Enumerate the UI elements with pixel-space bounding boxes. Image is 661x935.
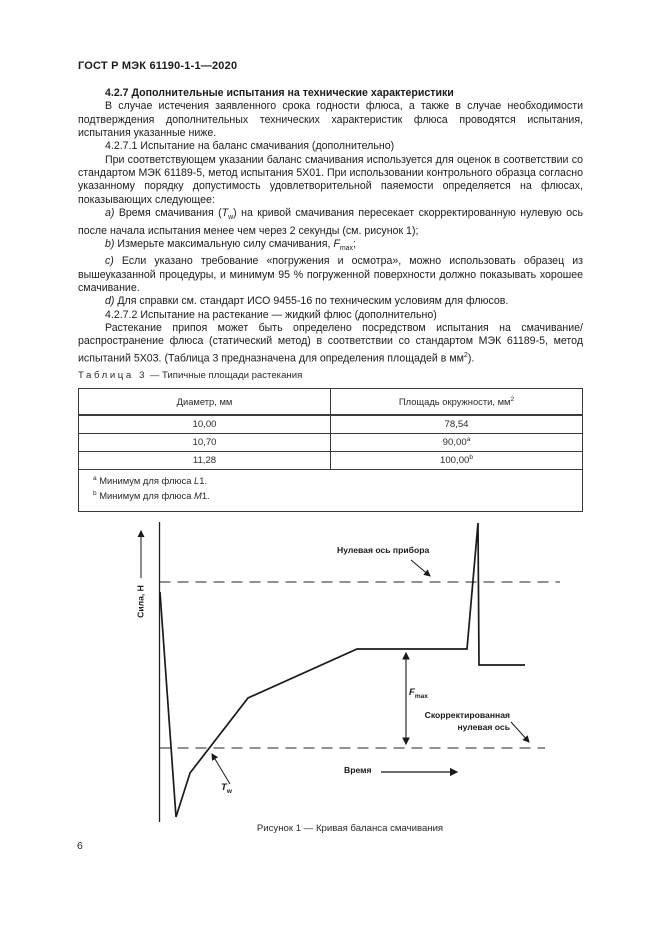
list-item-b: [78, 238, 583, 255]
superscript-2: 2: [463, 351, 468, 359]
table-row: [79, 452, 583, 470]
text-run: Минимум для флюса: [96, 475, 195, 487]
x-axis-label: Время: [344, 765, 372, 775]
cell-diameter: 10,00: [79, 415, 331, 434]
text-run: Если указано требование «погружения и осмотра», можно использовать образец из вышеуказанной процедуры, и минимум 95 % погруженной поверхности должно показывать хорошее смачивание.: [78, 255, 583, 295]
fmax-symbol: F: [409, 687, 415, 698]
text-run: ;: [353, 237, 357, 250]
flux-class-symbol: M: [194, 490, 202, 502]
footnote-a: [93, 473, 572, 488]
page-number: 6: [77, 840, 83, 852]
list-item-c: [78, 255, 583, 295]
heading-4-2-7: 4.2.7 Дополнительные испытания на технические характеристики: [105, 87, 454, 99]
flux-class-symbol: L: [194, 475, 200, 487]
list-item-d: [78, 295, 583, 308]
corrected-axis-pointer-arrow: [511, 722, 529, 742]
text-run: Для справки см. стандарт ИСО 9455-16 по техническим условиям для флюсов.: [117, 295, 509, 308]
fmax-subscript: max: [339, 245, 354, 252]
label-line: Скорректированная: [424, 710, 510, 720]
item-marker: d): [105, 295, 115, 308]
cell-value: 100,00: [440, 455, 470, 467]
cell-area: [331, 415, 583, 434]
corrected-zero-axis-label: [415, 710, 510, 733]
superscript-2: 2: [510, 395, 515, 403]
paragraph-wetting-balance: При соответствующем указании баланс смачивания используется для оценок в соответствии со стандартом МЭК 61189-5, метод испытания 5X01. При использовании контрольного образца согласно указанному порядку допустимость удовлетворительной паяемости определяется на флюсах, показывающих следующее:: [78, 153, 583, 206]
table-caption-label: Таблица 3: [78, 370, 148, 381]
footnote-b: [93, 488, 572, 503]
paragraph-solder-spread: [78, 322, 583, 366]
table-footnotes: [79, 470, 583, 512]
tw-symbol: T: [221, 782, 227, 793]
cell-area: [331, 452, 583, 470]
text-run: Измерьте максимальную силу смачивания,: [117, 237, 334, 250]
y-axis-label: Сила, Н: [135, 585, 146, 618]
text-run: ).: [467, 352, 475, 365]
footnote-ref: a: [466, 436, 471, 444]
label-line: нулевая ось: [457, 721, 510, 732]
spreading-area-table: [78, 388, 583, 512]
heading-4-2-7-1: 4.2.7.1 Испытание на баланс смачивания (дополнительно): [105, 140, 395, 153]
zero-axis-pointer-arrow: [411, 560, 430, 576]
cell-value: 90,00: [442, 437, 467, 449]
heading-4-2-7-2: 4.2.7.2 Испытание на растекание — жидкий флюс (дополнительно): [105, 308, 437, 321]
list-item-a: [78, 207, 583, 238]
table-caption-text: — Типичные площади растекания: [147, 370, 303, 381]
footnote-ref: b: [469, 454, 473, 462]
body-text: [78, 87, 583, 366]
fmax-symbol: F: [333, 237, 340, 250]
col-header-area: [331, 389, 583, 416]
figure-caption: Рисунок 1 — Кривая баланса смачивания: [256, 823, 444, 834]
text-run: 1.: [201, 490, 210, 502]
wetting-curve: [160, 523, 525, 817]
table-caption: [78, 370, 302, 381]
tw-symbol: T: [221, 207, 229, 220]
table-row: [79, 434, 583, 452]
text-run: ) на кривой смачивания пересекает скорректированную нулевую ось после начала испытания менее чем через 2 секунды (см. рисунок 1);: [78, 207, 583, 237]
item-marker: a): [105, 207, 115, 220]
text-run: Время смачивания (: [118, 207, 222, 220]
footnote-marker: b: [93, 489, 97, 497]
table-header-row: [79, 389, 583, 416]
col-header-diameter: [79, 389, 331, 416]
wetting-balance-figure: [75, 515, 585, 845]
text-run: Растекание припоя может быть определено посредством испытания на смачивание/распространение флюса (статический метод) в соответствии со стандартом МЭК 61189-5, метод испытаний 5X03. (Таблица 3 предназначена для определения площадей в мм: [78, 322, 583, 365]
footnote-marker: a: [93, 475, 97, 482]
col-header-label: Диаметр, мм: [176, 396, 233, 407]
tw-subscript: w: [228, 214, 234, 222]
tw-subscript: w: [226, 787, 232, 795]
paragraph-shelf-life: В случае истечения заявленного срока годности флюса, а также в случае необходимости подтверждения дополнительных технических характеристик флюса проводятся испытания, испытания указанные ниже.: [78, 100, 583, 140]
instrument-zero-axis-label: Нулевая ось прибора: [337, 545, 430, 555]
item-marker: c): [105, 255, 114, 268]
col-header-label: Площадь окружности, мм: [398, 396, 511, 408]
text-run: 1.: [199, 475, 208, 487]
table-footnotes-row: [79, 470, 583, 512]
item-marker: b): [105, 237, 115, 250]
text-run: Минимум для флюса: [96, 490, 195, 502]
tw-pointer-arrow: [212, 754, 230, 784]
cell-area: [331, 434, 583, 452]
fmax-label: [409, 687, 428, 700]
table-row: [79, 415, 583, 434]
cell-value: 78,54: [444, 419, 469, 431]
document-header: ГОСТ Р МЭК 61190-1-1—2020: [78, 60, 238, 72]
cell-diameter: 11,28: [79, 452, 331, 470]
fmax-subscript: max: [414, 692, 428, 700]
tw-label: [221, 782, 232, 795]
cell-diameter: 10,70: [79, 434, 331, 452]
